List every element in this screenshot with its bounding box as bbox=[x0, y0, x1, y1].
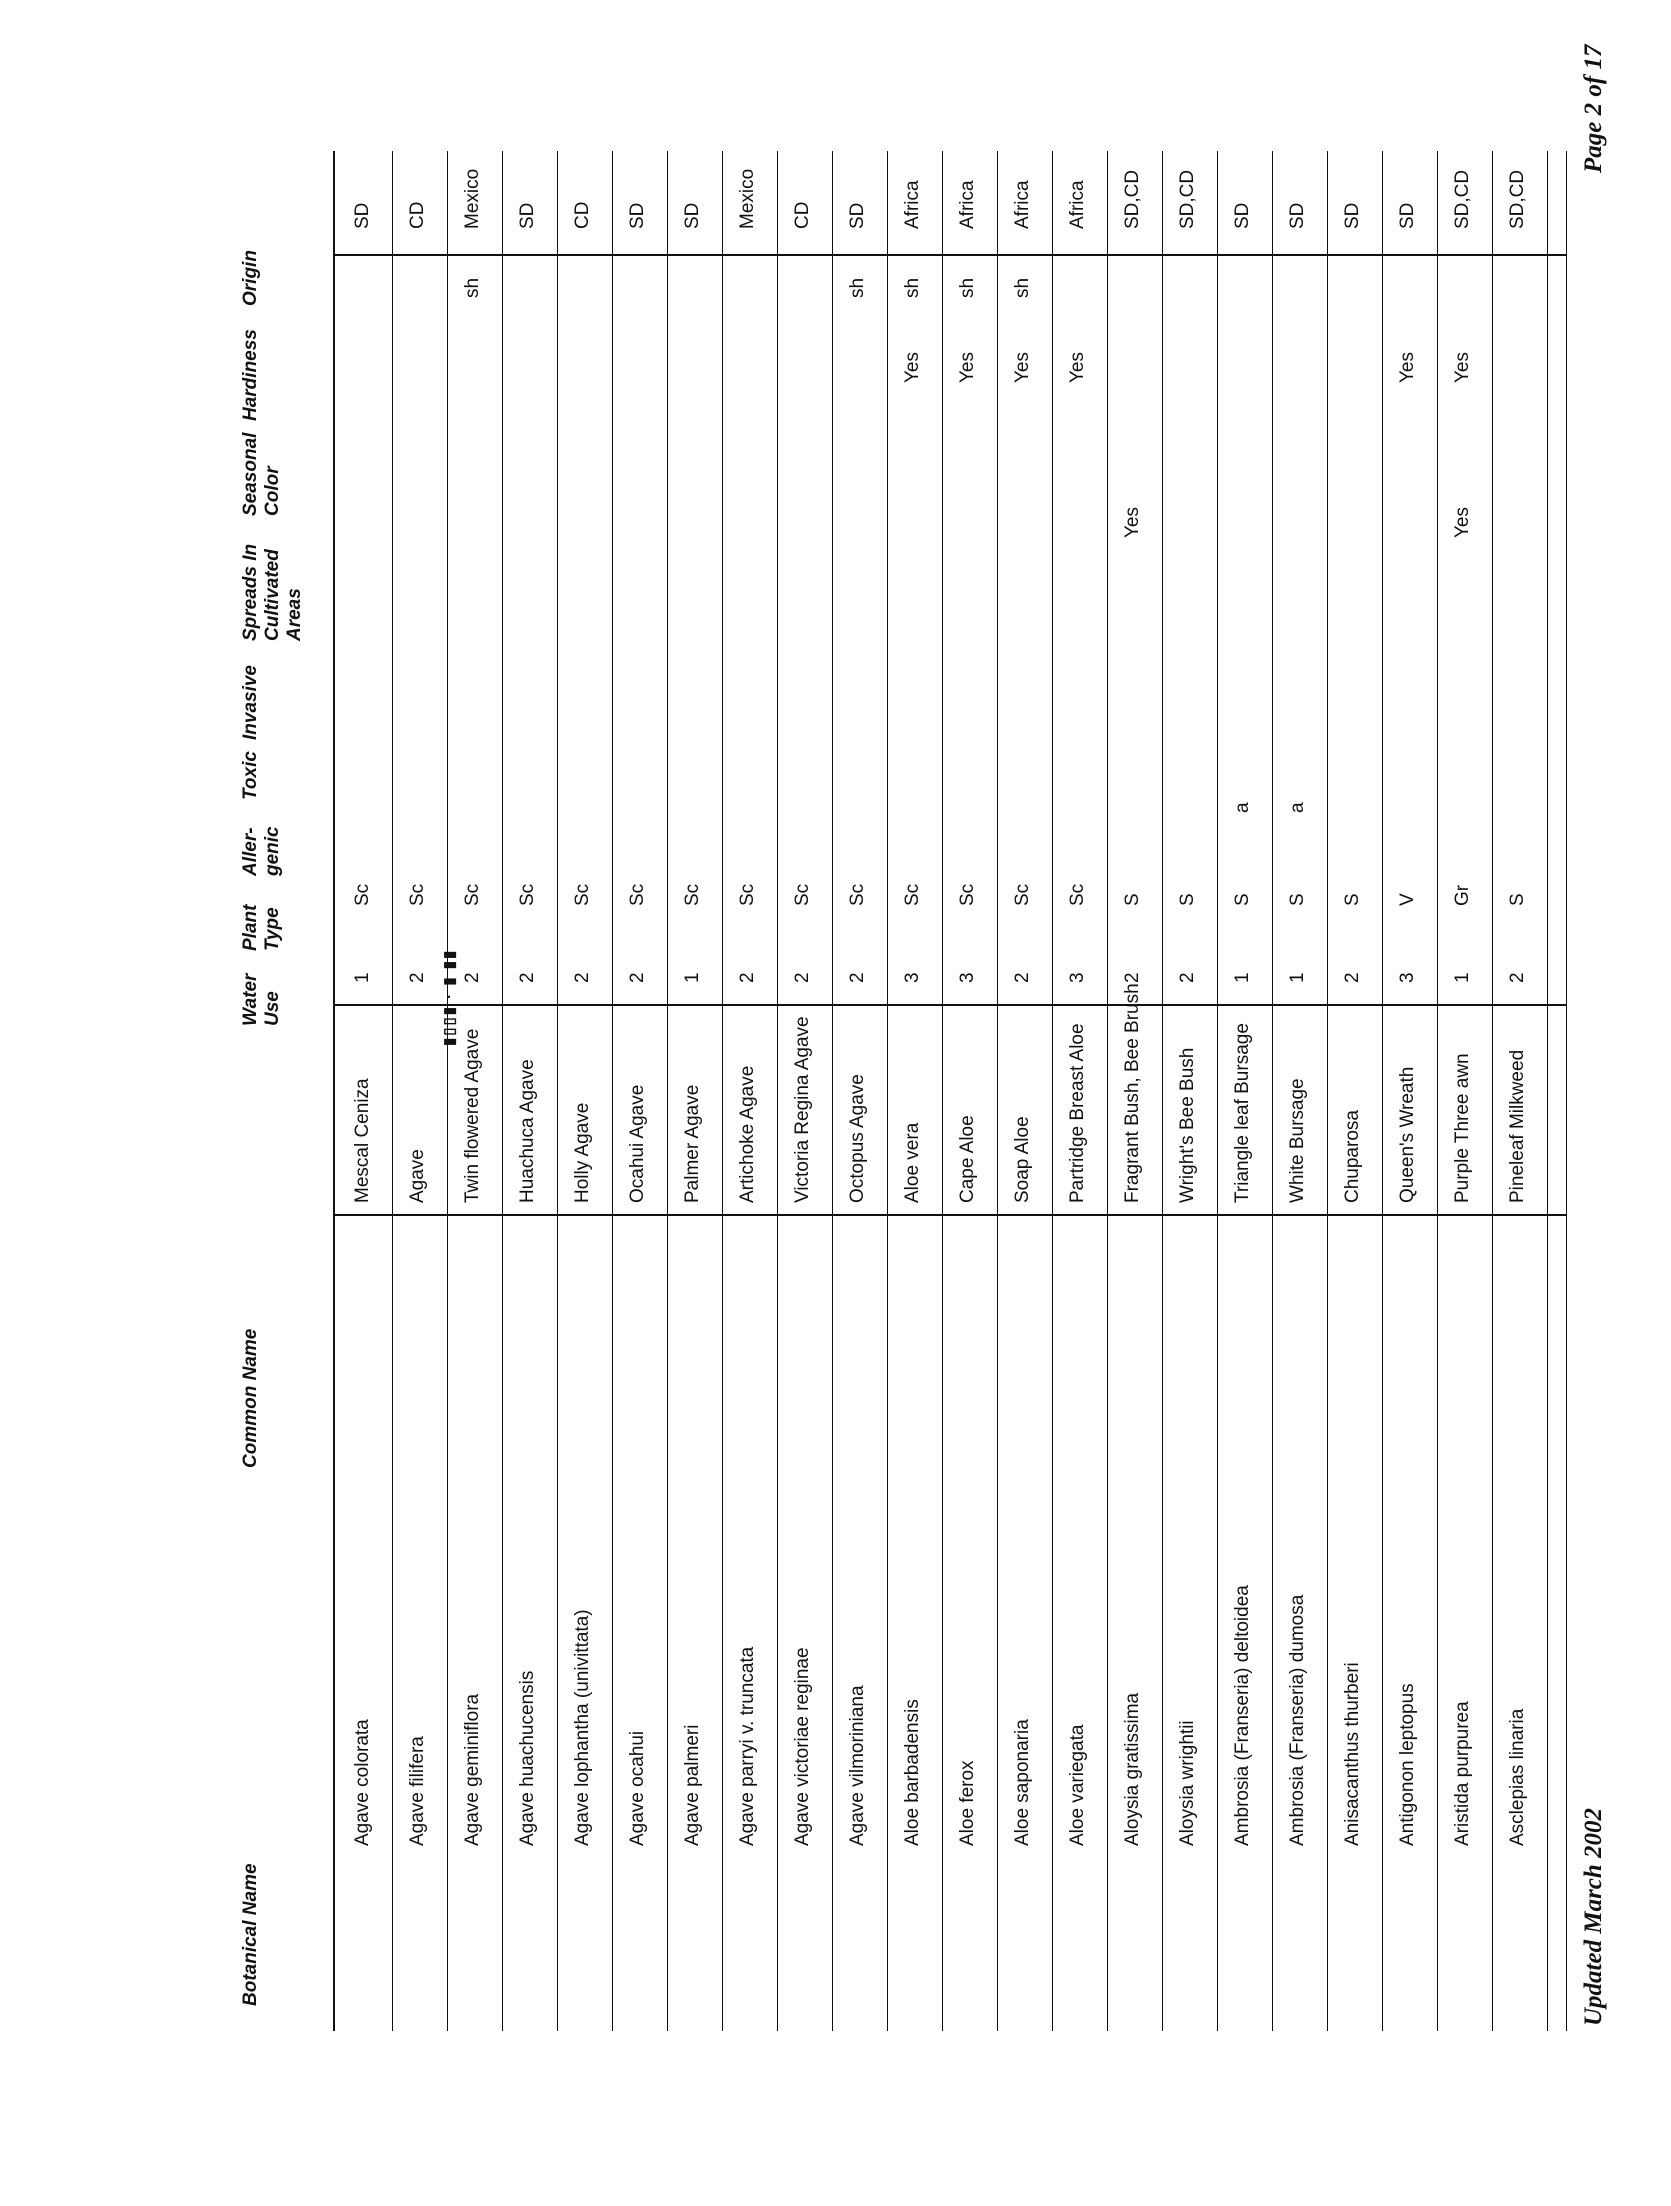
header-toxic: Toxic bbox=[240, 751, 261, 800]
cell-origin: SD bbox=[517, 202, 538, 229]
cell-water-use: 2 bbox=[627, 972, 648, 983]
cell-water-use: 2 bbox=[1177, 972, 1198, 983]
cell-origin: SD bbox=[1232, 202, 1253, 229]
table-row bbox=[505, 0, 549, 2206]
cell-origin: Mexico bbox=[737, 168, 758, 229]
row-rule bbox=[1492, 151, 1493, 2031]
cell-botanical-name: Anisacanthus thurberi bbox=[1342, 1662, 1363, 1846]
cell-plant-type: Sc bbox=[737, 883, 758, 906]
row-rule bbox=[1382, 151, 1383, 2031]
row-rule bbox=[557, 151, 558, 2031]
table-row bbox=[1165, 0, 1209, 2206]
table-row bbox=[1055, 0, 1099, 2206]
cell-plant-type: S bbox=[1287, 893, 1308, 906]
cell-botanical-name: Agave lophantha (univittata) bbox=[572, 1609, 593, 1846]
row-rule bbox=[722, 151, 723, 2031]
cell-common-name: Ocahui Agave bbox=[627, 1084, 648, 1203]
cell-botanical-name: Agave filifera bbox=[407, 1736, 428, 1846]
table-row bbox=[1385, 0, 1429, 2206]
table-row bbox=[1440, 0, 1484, 2206]
cell-botanical-name: Ambrosia (Franseria) deltoidea bbox=[1232, 1585, 1253, 1846]
cell-botanical-name: Aloysia wrightii bbox=[1177, 1720, 1198, 1846]
cell-plant-type: Sc bbox=[462, 883, 483, 906]
header-common-name: Common Name bbox=[240, 1328, 261, 1468]
cell-plant-type: Sc bbox=[682, 883, 703, 906]
cell-common-name: Queen's Wreath bbox=[1397, 1066, 1418, 1203]
cell-origin: SD bbox=[682, 202, 703, 229]
cell-plant-type: Sc bbox=[352, 883, 373, 906]
cell-plant-type: S bbox=[1122, 893, 1143, 906]
cell-origin: SD,CD bbox=[1452, 169, 1473, 229]
cell-origin: CD bbox=[572, 201, 593, 229]
cell-common-name: Cape Aloe bbox=[957, 1115, 978, 1203]
cell-origin: SD bbox=[1397, 202, 1418, 229]
cell-botanical-name: Agave palmeri bbox=[682, 1724, 703, 1846]
cell-hardiness: sh bbox=[847, 277, 868, 298]
row-rule bbox=[502, 151, 503, 2031]
cell-origin: SD bbox=[1342, 202, 1363, 229]
cell-water-use: 2 bbox=[1012, 972, 1033, 983]
cell-botanical-name: Ambrosia (Franseria) dumosa bbox=[1287, 1594, 1308, 1846]
cell-botanical-name: Aloe saponaria bbox=[1012, 1719, 1033, 1846]
cell-seasonal-color: Yes bbox=[1012, 352, 1033, 383]
header-allergenic: Aller- genic bbox=[240, 826, 283, 876]
header-origin: Origin bbox=[240, 250, 261, 306]
table-row bbox=[1495, 0, 1539, 2206]
cell-common-name: Twin flowered Agave bbox=[462, 1028, 483, 1203]
header-botanical-name: Botanical Name bbox=[240, 1863, 261, 2006]
table-row bbox=[890, 0, 934, 2206]
cell-botanical-name: Agave vilmoriniana bbox=[847, 1685, 868, 1846]
table-row bbox=[780, 0, 824, 2206]
row-rule bbox=[942, 151, 943, 2031]
cell-water-use: 1 bbox=[1232, 972, 1253, 983]
table-row bbox=[395, 0, 439, 2206]
header-plant-type: Plant Type bbox=[240, 904, 283, 951]
cell-seasonal-color: Yes bbox=[1397, 352, 1418, 383]
row-rule bbox=[1107, 151, 1108, 2031]
cell-hardiness: sh bbox=[1012, 277, 1033, 298]
table-row bbox=[1000, 0, 1044, 2206]
cell-botanical-name: Asclepias linaria bbox=[1507, 1708, 1528, 1846]
cell-plant-type: Sc bbox=[1067, 883, 1088, 906]
cell-botanical-name: Agave colorata bbox=[352, 1719, 373, 1846]
cell-common-name: Partridge Breast Aloe bbox=[1067, 1023, 1088, 1203]
cell-allergenic: a bbox=[1232, 802, 1253, 813]
cell-plant-type: Sc bbox=[792, 883, 813, 906]
header-seasonal-color: Seasonal Color bbox=[240, 432, 283, 516]
cell-botanical-name: Agave geminiflora bbox=[462, 1693, 483, 1846]
cell-plant-type: Sc bbox=[407, 883, 428, 906]
cell-botanical-name: Aristida purpurea bbox=[1452, 1701, 1473, 1846]
cell-water-use: 2 bbox=[847, 972, 868, 983]
cell-botanical-name: Aloysia gratissima bbox=[1122, 1692, 1143, 1846]
cell-plant-type: S bbox=[1177, 893, 1198, 906]
row-rule bbox=[392, 151, 393, 2031]
cell-origin: CD bbox=[407, 201, 428, 229]
header-invasive: Invasive bbox=[240, 665, 261, 740]
row-rule bbox=[1052, 151, 1053, 2031]
table-row bbox=[615, 0, 659, 2206]
cell-botanical-name: Agave ocahui bbox=[627, 1730, 648, 1846]
row-rule bbox=[1437, 151, 1438, 2031]
cell-water-use: 2 bbox=[572, 972, 593, 983]
cell-water-use: 2 bbox=[517, 972, 538, 983]
cell-water-use: 2 bbox=[407, 972, 428, 983]
table-row bbox=[1220, 0, 1264, 2206]
cell-seasonal-color: Yes bbox=[1067, 352, 1088, 383]
cell-plant-type: Sc bbox=[847, 883, 868, 906]
cell-botanical-name: Agave parryi v. truncata bbox=[737, 1646, 758, 1846]
cell-seasonal-color: Yes bbox=[1452, 352, 1473, 383]
cell-common-name: Purple Three awn bbox=[1452, 1053, 1473, 1203]
row-rule bbox=[1327, 151, 1328, 2031]
cell-common-name: Agave bbox=[407, 1149, 428, 1203]
cell-botanical-name: Agave victoriae reginae bbox=[792, 1647, 813, 1846]
cell-origin: SD bbox=[1287, 202, 1308, 229]
cell-plant-type: V bbox=[1397, 893, 1418, 906]
row-rule bbox=[667, 151, 668, 2031]
cell-water-use: 1 bbox=[1287, 972, 1308, 983]
cell-common-name: Holly Agave bbox=[572, 1102, 593, 1203]
cell-water-use: 2 bbox=[462, 972, 483, 983]
footer-page-number: Page 2 of 17 bbox=[1580, 44, 1607, 173]
cell-botanical-name: Agave huachucensis bbox=[517, 1670, 538, 1846]
cell-water-use: 3 bbox=[957, 972, 978, 983]
cell-spreads: Yes bbox=[1122, 507, 1143, 538]
cell-common-name: Victoria Regina Agave bbox=[792, 1016, 813, 1203]
cell-origin: Africa bbox=[957, 180, 978, 229]
cell-water-use: 2 bbox=[737, 972, 758, 983]
header-rule bbox=[333, 151, 335, 2031]
cell-origin: SD bbox=[352, 202, 373, 229]
cell-origin: Mexico bbox=[462, 168, 483, 229]
cell-common-name: Wright's Bee Bush bbox=[1177, 1047, 1198, 1203]
cell-water-use: 1 bbox=[352, 972, 373, 983]
cell-common-name: White Bursage bbox=[1287, 1078, 1308, 1203]
row-rule bbox=[997, 151, 998, 2031]
cell-botanical-name: Aloe ferox bbox=[957, 1760, 978, 1846]
row-rule bbox=[1547, 151, 1548, 2031]
header-water-use: Water Use bbox=[240, 973, 283, 1026]
cell-common-name: Pineleaf Milkweed bbox=[1507, 1049, 1528, 1203]
bottom-rule bbox=[1566, 151, 1567, 2031]
cell-origin: Africa bbox=[902, 180, 923, 229]
scan-marks: ▮▯▯▮ · ▮ ▮▮ bbox=[441, 948, 458, 1046]
table-row bbox=[670, 0, 714, 2206]
cell-common-name: Palmer Agave bbox=[682, 1084, 703, 1203]
cell-plant-type: Sc bbox=[902, 883, 923, 906]
cell-plant-type: Sc bbox=[517, 883, 538, 906]
table-row bbox=[1330, 0, 1374, 2206]
row-rule bbox=[887, 151, 888, 2031]
cell-water-use: 3 bbox=[902, 972, 923, 983]
table-row bbox=[560, 0, 604, 2206]
table-row bbox=[340, 0, 384, 2206]
cell-plant-type: Gr bbox=[1452, 884, 1473, 906]
cell-origin: SD,CD bbox=[1177, 169, 1198, 229]
cell-water-use: 3 bbox=[1397, 972, 1418, 983]
footer-updated: Updated March 2002 bbox=[1580, 1807, 1607, 2026]
table-row bbox=[725, 0, 769, 2206]
cell-common-name: Fragrant Bush, Bee Brush bbox=[1122, 983, 1143, 1203]
cell-water-use: 2 bbox=[792, 972, 813, 983]
cell-hardiness: sh bbox=[462, 277, 483, 298]
cell-plant-type: S bbox=[1232, 893, 1253, 906]
table-row bbox=[945, 0, 989, 2206]
cell-common-name: Soap Aloe bbox=[1012, 1116, 1033, 1203]
table-row bbox=[1275, 0, 1319, 2206]
cell-origin: Africa bbox=[1012, 180, 1033, 229]
header-hardiness: Hardiness bbox=[240, 329, 261, 421]
cell-spreads: Yes bbox=[1452, 507, 1473, 538]
cell-plant-type: Sc bbox=[1012, 883, 1033, 906]
cell-seasonal-color: Yes bbox=[902, 352, 923, 383]
cell-plant-type: Sc bbox=[627, 883, 648, 906]
cell-origin: SD bbox=[847, 202, 868, 229]
cell-common-name: Artichoke Agave bbox=[737, 1065, 758, 1203]
cell-hardiness: sh bbox=[957, 277, 978, 298]
table-row bbox=[835, 0, 879, 2206]
cell-origin: SD bbox=[627, 202, 648, 229]
cell-origin: SD,CD bbox=[1122, 169, 1143, 229]
cell-common-name: Huachuca Agave bbox=[517, 1059, 538, 1203]
row-rule bbox=[777, 151, 778, 2031]
row-rule bbox=[1217, 151, 1218, 2031]
cell-water-use: 2 bbox=[1507, 972, 1528, 983]
cell-common-name: Octopus Agave bbox=[847, 1074, 868, 1203]
cell-hardiness: sh bbox=[902, 277, 923, 298]
cell-water-use: 1 bbox=[682, 972, 703, 983]
cell-plant-type: S bbox=[1342, 893, 1363, 906]
cell-water-use: 1 bbox=[1452, 972, 1473, 983]
table-row bbox=[450, 0, 494, 2206]
cell-water-use: 2 bbox=[1122, 972, 1143, 983]
cell-origin: Africa bbox=[1067, 180, 1088, 229]
cell-plant-type: Sc bbox=[957, 883, 978, 906]
row-rule bbox=[1272, 151, 1273, 2031]
cell-plant-type: Sc bbox=[572, 883, 593, 906]
cell-botanical-name: Aloe barbadensis bbox=[902, 1699, 923, 1846]
cell-common-name: Chuparosa bbox=[1342, 1110, 1363, 1203]
cell-water-use: 2 bbox=[1342, 972, 1363, 983]
cell-botanical-name: Antigonon leptopus bbox=[1397, 1683, 1418, 1846]
row-rule bbox=[1162, 151, 1163, 2031]
cell-common-name: Mescal Ceniza bbox=[352, 1078, 373, 1203]
cell-water-use: 3 bbox=[1067, 972, 1088, 983]
row-rule bbox=[447, 151, 448, 2031]
row-rule bbox=[832, 151, 833, 2031]
cell-origin: CD bbox=[792, 201, 813, 229]
cell-allergenic: a bbox=[1287, 802, 1308, 813]
header-spreads: Spreads In Cultivated Areas bbox=[240, 543, 305, 641]
cell-common-name: Aloe vera bbox=[902, 1122, 923, 1203]
row-rule bbox=[612, 151, 613, 2031]
cell-common-name: Triangle leaf Bursage bbox=[1232, 1023, 1253, 1203]
cell-botanical-name: Aloe variegata bbox=[1067, 1724, 1088, 1846]
cell-origin: SD,CD bbox=[1507, 169, 1528, 229]
table-row bbox=[1110, 0, 1154, 2206]
cell-seasonal-color: Yes bbox=[957, 352, 978, 383]
cell-plant-type: S bbox=[1507, 893, 1528, 906]
